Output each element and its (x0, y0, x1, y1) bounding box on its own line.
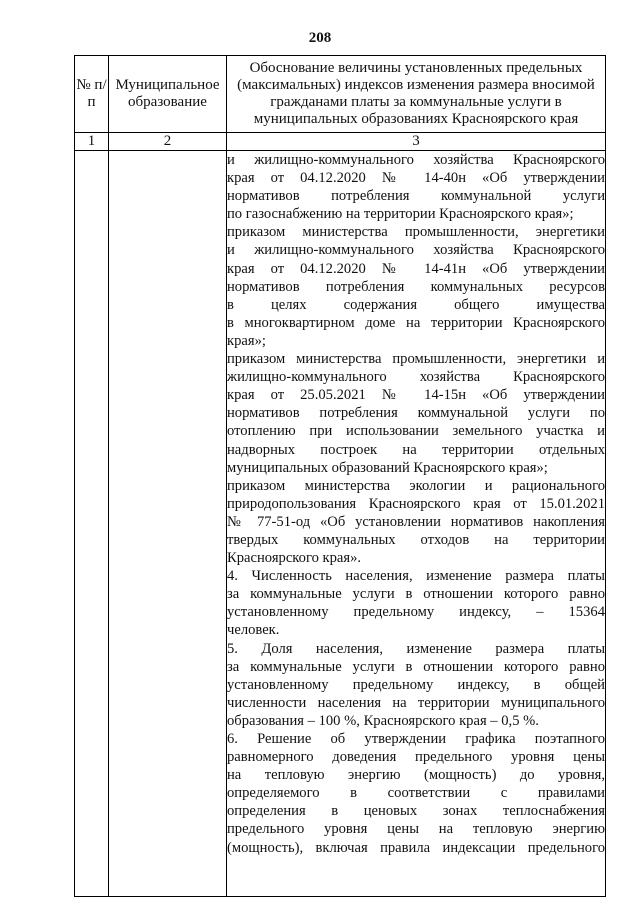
text-line: отоплению при использовании земельного участка и (227, 423, 605, 440)
header-justification: Обоснование величины установленных предельных (максимальных) индексов изменения размера вносимой гражданами платы за коммунальные услуги в муниципальных образованиях Красноярского края (227, 56, 606, 133)
text-line: определения в ценовых зонах теплоснабжения (227, 803, 605, 820)
text-line: и жилищно-коммунального хозяйства Красноярского (227, 152, 605, 168)
text-line: № 77-51-од «Об установлении нормативов накопления (227, 513, 605, 530)
text-line: края от 25.05.2021 № 14-15н «Об утверждении (227, 387, 605, 404)
text-line: и жилищно-коммунального хозяйства Красноярского (227, 242, 605, 259)
text-line: жилищно-коммунального хозяйства Красноярского (227, 369, 605, 386)
text-line: 5. Доля населения, изменение размера платы (227, 640, 605, 657)
text-line: образования – 100 %, Красноярского края – 0,5 %. (227, 712, 539, 729)
text-line: природопользования Красноярского края от 15.01.2021 (227, 495, 605, 512)
text-line: нормативов потребления коммунальной услуги (227, 188, 605, 205)
text-line: твердых коммунальных отходов на территории (227, 531, 605, 548)
text-line: приказом министерства промышленности, энергетики и (227, 351, 605, 368)
row-number-cell (75, 151, 109, 897)
page-number: 208 (308, 30, 332, 46)
column-number: 2 (109, 133, 227, 151)
text-line: (мощность), включая правила индексации предельного (227, 839, 605, 856)
text-line: в целях содержания общего имущества (227, 296, 605, 313)
justification-cell (227, 151, 606, 897)
text-line: приказом министерства промышленности, энергетики (227, 224, 605, 241)
text-line: нормативов потребления коммунальной услуги по (227, 405, 605, 422)
column-number: 1 (75, 133, 109, 151)
text-line: края от 04.12.2020 № 14-40н «Об утверждении (227, 170, 605, 187)
municipality-cell (109, 151, 227, 897)
column-numbers-row (75, 133, 606, 151)
text-line: нормативов потребления коммунальных ресурсов (227, 278, 605, 295)
table-row (75, 151, 606, 897)
column-number: 3 (227, 133, 606, 151)
text-line: предельного уровня цены на тепловую энергию (227, 821, 605, 838)
text-line: края от 04.12.2020 № 14-41н «Об утверждении (227, 260, 605, 277)
text-line: 6. Решение об утверждении графика поэтапного (227, 731, 605, 747)
text-line: 4. Численность населения, изменение размера платы (227, 568, 605, 585)
text-line: надворных построек на территории отдельных (227, 441, 605, 458)
text-line: численности населения на территории муниципального (227, 694, 605, 711)
justification-table (74, 55, 606, 897)
text-line: равномерного доведения предельного уровня цены (227, 749, 605, 766)
header-number: № п/п (75, 56, 109, 133)
text-line: муниципальных образований Красноярского края»; (227, 459, 548, 476)
text-line: за коммунальные услуги в отношении которого равно (227, 658, 605, 675)
table-header-row (75, 56, 606, 133)
text-line: Красноярского края». (227, 550, 362, 567)
text-line: человек. (227, 622, 280, 639)
text-line: определяемого в соответствии с правилами (227, 785, 605, 802)
text-line: по газоснабжению на территории Красноярского края»; (227, 206, 574, 223)
text-line: в многоквартирном доме на территории Красноярского (227, 314, 605, 331)
text-line: приказом министерства экологии и рационального (227, 477, 605, 494)
text-line: края»; (227, 332, 266, 349)
header-municipality: Муниципальное образование (109, 56, 227, 133)
text-line: установленному предельному индексу, в общей (227, 676, 605, 693)
text-line: на тепловую энергию (мощность) до уровня, (227, 767, 605, 784)
text-line: за коммунальные услуги в отношении которого равно (227, 586, 605, 603)
text-line: установленному предельному индексу, – 15364 (227, 604, 605, 621)
